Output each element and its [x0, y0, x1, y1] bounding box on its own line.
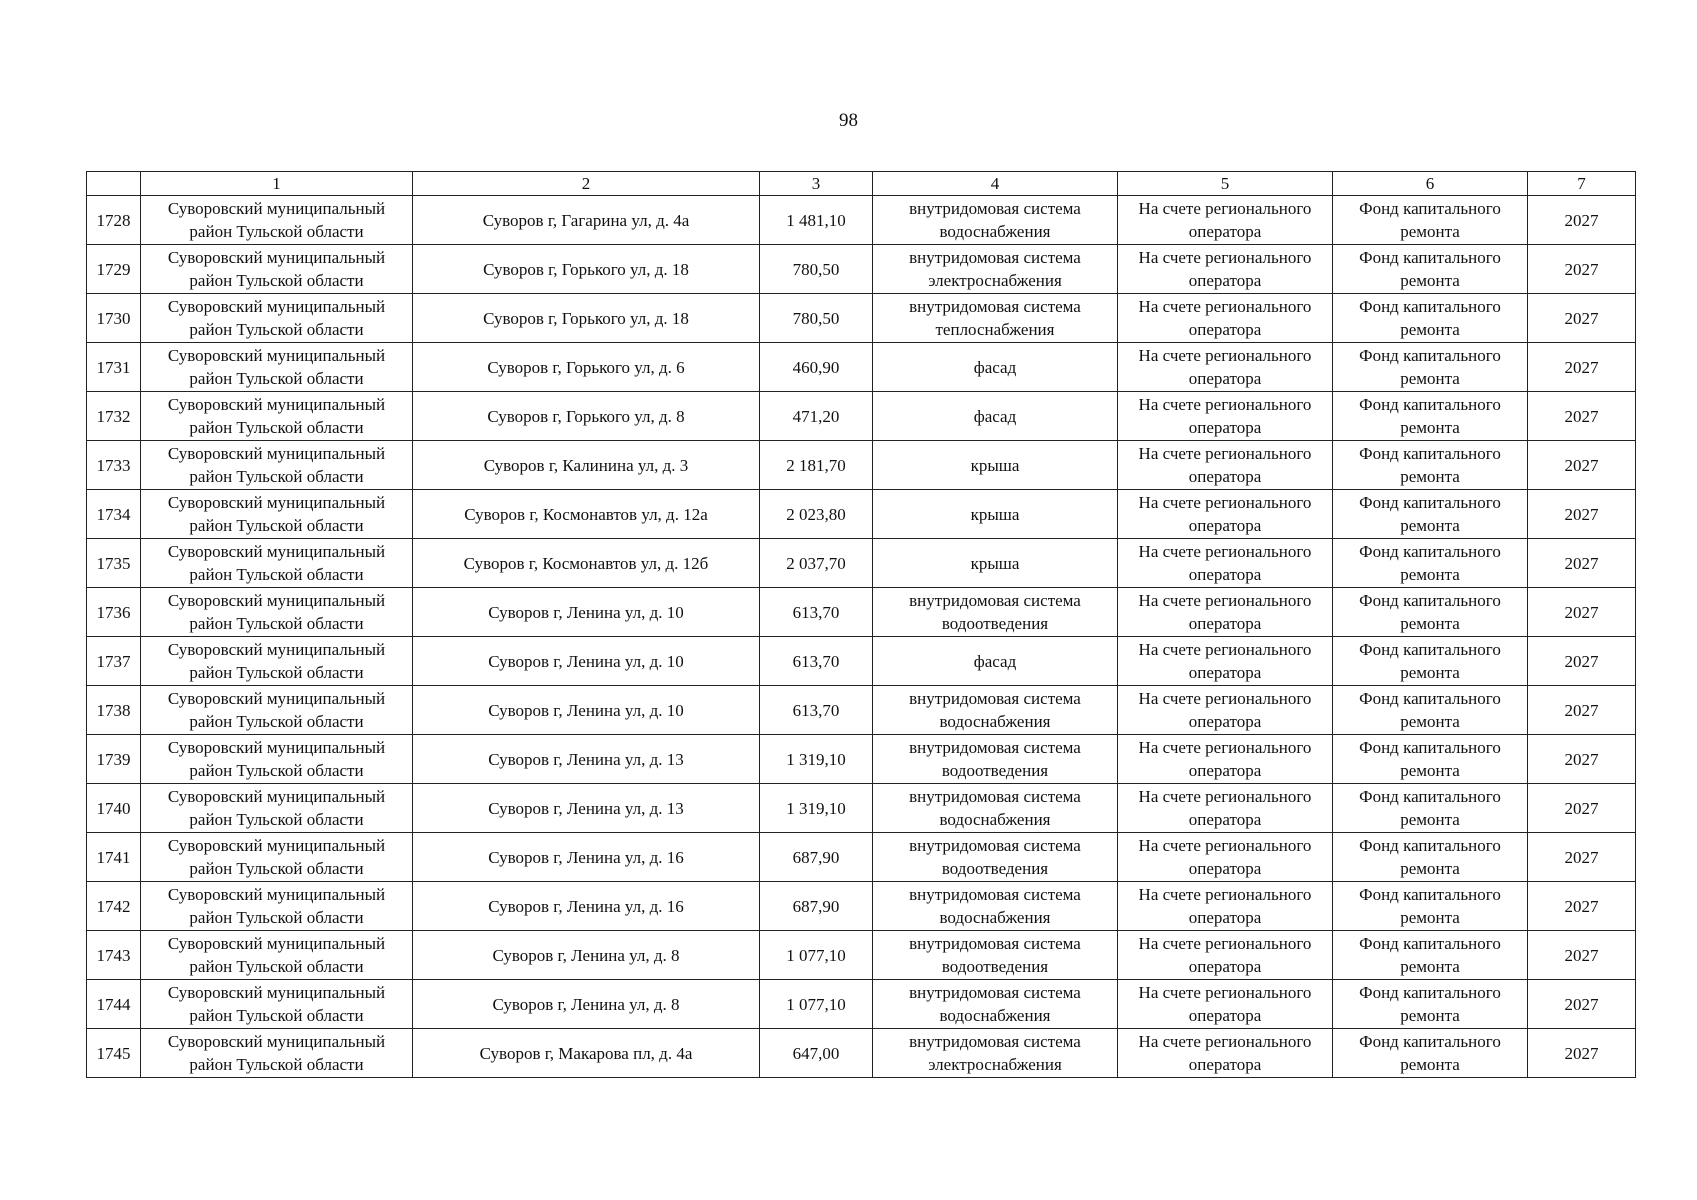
funding-source-cell: Фонд капитального ремонта	[1333, 784, 1528, 833]
table-row	[87, 245, 1636, 294]
table-row	[87, 735, 1636, 784]
address-cell: Суворов г, Космонавтов ул, д. 12а	[413, 490, 760, 539]
address-cell: Суворов г, Горького ул, д. 6	[413, 343, 760, 392]
funding-source-cell: Фонд капитального ремонта	[1333, 931, 1528, 980]
table-row	[87, 637, 1636, 686]
municipality-cell: Суворовский муниципальный район Тульской области	[141, 392, 413, 441]
municipality-cell: Суворовский муниципальный район Тульской области	[141, 931, 413, 980]
table-body	[87, 196, 1636, 1078]
work-type-cell: внутридомовая система водоснабжения	[873, 196, 1118, 245]
year-cell: 2027	[1528, 441, 1636, 490]
address-cell: Суворов г, Гагарина ул, д. 4а	[413, 196, 760, 245]
municipality-cell: Суворовский муниципальный район Тульской области	[141, 686, 413, 735]
municipality-cell: Суворовский муниципальный район Тульской области	[141, 735, 413, 784]
area-cell: 1 077,10	[760, 980, 873, 1029]
table-row	[87, 833, 1636, 882]
row-number-cell: 1728	[87, 196, 141, 245]
funding-source-cell: Фонд капитального ремонта	[1333, 392, 1528, 441]
work-type-cell: крыша	[873, 490, 1118, 539]
area-cell: 780,50	[760, 245, 873, 294]
funding-source-cell: Фонд капитального ремонта	[1333, 637, 1528, 686]
municipality-cell: Суворовский муниципальный район Тульской области	[141, 245, 413, 294]
work-type-cell: внутридомовая система электроснабжения	[873, 245, 1118, 294]
account-cell: На счете регионального оператора	[1118, 637, 1333, 686]
area-cell: 687,90	[760, 882, 873, 931]
work-type-cell: фасад	[873, 392, 1118, 441]
table-row	[87, 441, 1636, 490]
account-cell: На счете регионального оператора	[1118, 392, 1333, 441]
row-number-cell: 1745	[87, 1029, 141, 1078]
table-row	[87, 686, 1636, 735]
account-cell: На счете регионального оператора	[1118, 294, 1333, 343]
area-cell: 2 023,80	[760, 490, 873, 539]
work-type-cell: крыша	[873, 539, 1118, 588]
row-number-cell: 1731	[87, 343, 141, 392]
account-cell: На счете регионального оператора	[1118, 441, 1333, 490]
funding-source-cell: Фонд капитального ремонта	[1333, 1029, 1528, 1078]
municipality-cell: Суворовский муниципальный район Тульской области	[141, 980, 413, 1029]
row-number-cell: 1743	[87, 931, 141, 980]
account-cell: На счете регионального оператора	[1118, 588, 1333, 637]
column-header: 3	[760, 172, 873, 196]
year-cell: 2027	[1528, 490, 1636, 539]
row-number-cell: 1739	[87, 735, 141, 784]
area-cell: 1 319,10	[760, 735, 873, 784]
municipality-cell: Суворовский муниципальный район Тульской области	[141, 539, 413, 588]
year-cell: 2027	[1528, 588, 1636, 637]
account-cell: На счете регионального оператора	[1118, 245, 1333, 294]
row-number-cell: 1741	[87, 833, 141, 882]
row-number-cell: 1732	[87, 392, 141, 441]
account-cell: На счете регионального оператора	[1118, 1029, 1333, 1078]
address-cell: Суворов г, Калинина ул, д. 3	[413, 441, 760, 490]
account-cell: На счете регионального оператора	[1118, 686, 1333, 735]
funding-source-cell: Фонд капитального ремонта	[1333, 490, 1528, 539]
work-type-cell: внутридомовая система водоснабжения	[873, 882, 1118, 931]
year-cell: 2027	[1528, 196, 1636, 245]
area-cell: 1 481,10	[760, 196, 873, 245]
work-type-cell: внутридомовая система водоснабжения	[873, 784, 1118, 833]
area-cell: 2 037,70	[760, 539, 873, 588]
area-cell: 613,70	[760, 686, 873, 735]
year-cell: 2027	[1528, 784, 1636, 833]
account-cell: На счете регионального оператора	[1118, 980, 1333, 1029]
year-cell: 2027	[1528, 686, 1636, 735]
work-type-cell: внутридомовая система теплоснабжения	[873, 294, 1118, 343]
table-row	[87, 784, 1636, 833]
work-type-cell: внутридомовая система водоснабжения	[873, 980, 1118, 1029]
row-number-cell: 1735	[87, 539, 141, 588]
municipality-cell: Суворовский муниципальный район Тульской области	[141, 882, 413, 931]
work-type-cell: фасад	[873, 637, 1118, 686]
column-header: 2	[413, 172, 760, 196]
municipality-cell: Суворовский муниципальный район Тульской области	[141, 833, 413, 882]
address-cell: Суворов г, Горького ул, д. 18	[413, 245, 760, 294]
row-number-cell: 1734	[87, 490, 141, 539]
area-cell: 1 077,10	[760, 931, 873, 980]
address-cell: Суворов г, Ленина ул, д. 13	[413, 784, 760, 833]
funding-source-cell: Фонд капитального ремонта	[1333, 980, 1528, 1029]
municipality-cell: Суворовский муниципальный район Тульской области	[141, 441, 413, 490]
column-header: 4	[873, 172, 1118, 196]
account-cell: На счете регионального оператора	[1118, 539, 1333, 588]
account-cell: На счете регионального оператора	[1118, 735, 1333, 784]
funding-source-cell: Фонд капитального ремонта	[1333, 343, 1528, 392]
year-cell: 2027	[1528, 735, 1636, 784]
account-cell: На счете регионального оператора	[1118, 833, 1333, 882]
column-header: 5	[1118, 172, 1333, 196]
row-number-cell: 1738	[87, 686, 141, 735]
row-number-cell: 1733	[87, 441, 141, 490]
year-cell: 2027	[1528, 637, 1636, 686]
table-row	[87, 882, 1636, 931]
column-header	[87, 172, 141, 196]
address-cell: Суворов г, Горького ул, д. 8	[413, 392, 760, 441]
row-number-cell: 1730	[87, 294, 141, 343]
funding-source-cell: Фонд капитального ремонта	[1333, 441, 1528, 490]
work-type-cell: внутридомовая система водоснабжения	[873, 686, 1118, 735]
work-type-cell: внутридомовая система водоотведения	[873, 588, 1118, 637]
funding-source-cell: Фонд капитального ремонта	[1333, 539, 1528, 588]
funding-source-cell: Фонд капитального ремонта	[1333, 686, 1528, 735]
address-cell: Суворов г, Ленина ул, д. 8	[413, 980, 760, 1029]
table-header-row	[87, 172, 1636, 196]
work-type-cell: внутридомовая система водоотведения	[873, 931, 1118, 980]
table-row	[87, 539, 1636, 588]
account-cell: На счете регионального оператора	[1118, 196, 1333, 245]
account-cell: На счете регионального оператора	[1118, 882, 1333, 931]
funding-source-cell: Фонд капитального ремонта	[1333, 833, 1528, 882]
row-number-cell: 1740	[87, 784, 141, 833]
area-cell: 687,90	[760, 833, 873, 882]
funding-source-cell: Фонд капитального ремонта	[1333, 294, 1528, 343]
row-number-cell: 1729	[87, 245, 141, 294]
row-number-cell: 1742	[87, 882, 141, 931]
table-row	[87, 980, 1636, 1029]
account-cell: На счете регионального оператора	[1118, 490, 1333, 539]
municipality-cell: Суворовский муниципальный район Тульской области	[141, 784, 413, 833]
account-cell: На счете регионального оператора	[1118, 931, 1333, 980]
row-number-cell: 1744	[87, 980, 141, 1029]
area-cell: 613,70	[760, 637, 873, 686]
address-cell: Суворов г, Ленина ул, д. 10	[413, 637, 760, 686]
account-cell: На счете регионального оператора	[1118, 343, 1333, 392]
area-cell: 460,90	[760, 343, 873, 392]
year-cell: 2027	[1528, 294, 1636, 343]
column-header: 7	[1528, 172, 1636, 196]
funding-source-cell: Фонд капитального ремонта	[1333, 196, 1528, 245]
year-cell: 2027	[1528, 539, 1636, 588]
work-type-cell: внутридомовая система водоотведения	[873, 833, 1118, 882]
table-row	[87, 294, 1636, 343]
municipality-cell: Суворовский муниципальный район Тульской области	[141, 1029, 413, 1078]
address-cell: Суворов г, Горького ул, д. 18	[413, 294, 760, 343]
table-row	[87, 196, 1636, 245]
year-cell: 2027	[1528, 245, 1636, 294]
address-cell: Суворов г, Ленина ул, д. 10	[413, 588, 760, 637]
year-cell: 2027	[1528, 343, 1636, 392]
address-cell: Суворов г, Ленина ул, д. 10	[413, 686, 760, 735]
address-cell: Суворов г, Ленина ул, д. 16	[413, 833, 760, 882]
address-cell: Суворов г, Ленина ул, д. 13	[413, 735, 760, 784]
funding-source-cell: Фонд капитального ремонта	[1333, 735, 1528, 784]
work-type-cell: внутридомовая система электроснабжения	[873, 1029, 1118, 1078]
funding-source-cell: Фонд капитального ремонта	[1333, 882, 1528, 931]
funding-source-cell: Фонд капитального ремонта	[1333, 588, 1528, 637]
work-type-cell: фасад	[873, 343, 1118, 392]
table-row	[87, 392, 1636, 441]
municipality-cell: Суворовский муниципальный район Тульской области	[141, 196, 413, 245]
area-cell: 2 181,70	[760, 441, 873, 490]
table-row	[87, 1029, 1636, 1078]
municipality-cell: Суворовский муниципальный район Тульской области	[141, 294, 413, 343]
year-cell: 2027	[1528, 882, 1636, 931]
address-cell: Суворов г, Макарова пл, д. 4а	[413, 1029, 760, 1078]
area-cell: 780,50	[760, 294, 873, 343]
address-cell: Суворов г, Ленина ул, д. 8	[413, 931, 760, 980]
area-cell: 1 319,10	[760, 784, 873, 833]
page-number: 98	[839, 110, 858, 131]
year-cell: 2027	[1528, 1029, 1636, 1078]
column-header: 1	[141, 172, 413, 196]
funding-source-cell: Фонд капитального ремонта	[1333, 245, 1528, 294]
year-cell: 2027	[1528, 980, 1636, 1029]
table-row	[87, 490, 1636, 539]
address-cell: Суворов г, Космонавтов ул, д. 12б	[413, 539, 760, 588]
year-cell: 2027	[1528, 931, 1636, 980]
registry-table	[86, 171, 1636, 1078]
year-cell: 2027	[1528, 833, 1636, 882]
municipality-cell: Суворовский муниципальный район Тульской области	[141, 343, 413, 392]
year-cell: 2027	[1528, 392, 1636, 441]
area-cell: 613,70	[760, 588, 873, 637]
table-row	[87, 588, 1636, 637]
municipality-cell: Суворовский муниципальный район Тульской области	[141, 490, 413, 539]
table-row	[87, 343, 1636, 392]
area-cell: 647,00	[760, 1029, 873, 1078]
address-cell: Суворов г, Ленина ул, д. 16	[413, 882, 760, 931]
municipality-cell: Суворовский муниципальный район Тульской области	[141, 588, 413, 637]
column-header: 6	[1333, 172, 1528, 196]
row-number-cell: 1736	[87, 588, 141, 637]
account-cell: На счете регионального оператора	[1118, 784, 1333, 833]
work-type-cell: внутридомовая система водоотведения	[873, 735, 1118, 784]
row-number-cell: 1737	[87, 637, 141, 686]
work-type-cell: крыша	[873, 441, 1118, 490]
area-cell: 471,20	[760, 392, 873, 441]
table-row	[87, 931, 1636, 980]
municipality-cell: Суворовский муниципальный район Тульской области	[141, 637, 413, 686]
